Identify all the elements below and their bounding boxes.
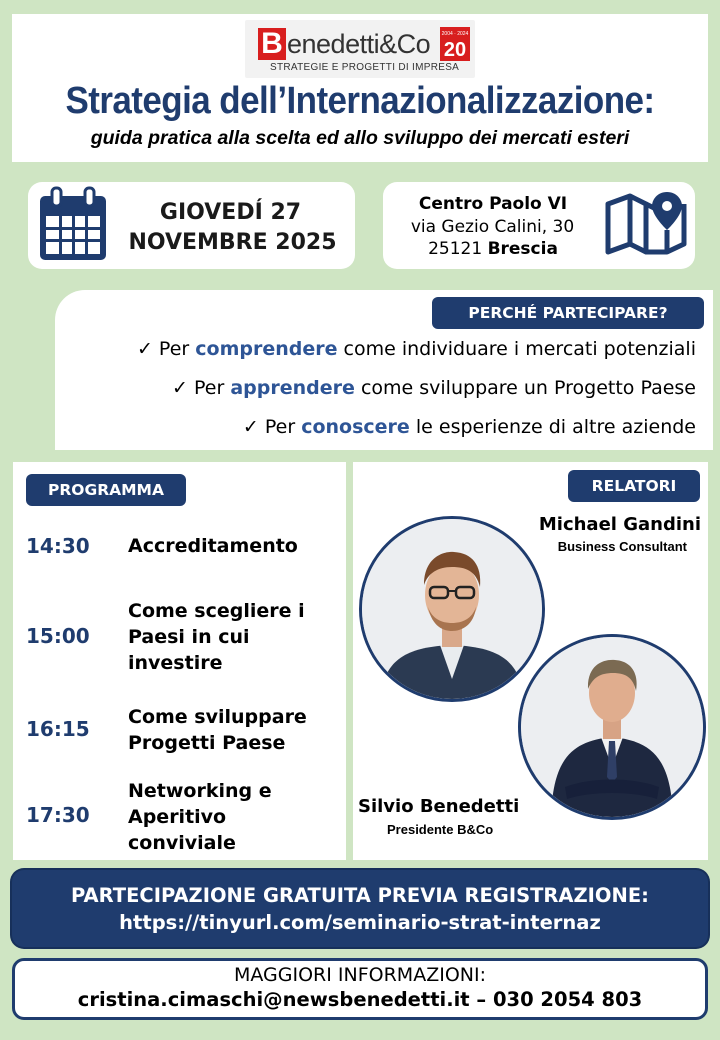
venue-name: Centro Paolo VI [418,194,568,214]
registration-link[interactable]: https://tinyurl.com/seminario-strat-internaz [119,911,601,934]
speaker-role: Business Consultant [557,539,687,554]
logo-letter: B [258,28,286,60]
anniversary-logo-icon [440,27,470,61]
page-subtitle: guida pratica alla scelta ed allo sviluppo dei mercati esteri [90,127,630,149]
speaker-name: Silvio Benedetti [358,796,520,817]
speaker-photo [359,516,545,702]
why-item: ✓ Per apprendere come sviluppare un Progetto Paese [172,377,696,399]
why-item: ✓ Per conoscere le esperienze di altre aziende [242,416,696,438]
program-time: 16:15 [26,717,90,741]
program-badge: PROGRAMMA [26,474,186,506]
venue-address: via Gezio Calini, 30 [410,217,575,237]
logo-anniversary-number: 20 [443,39,467,61]
logo-anniversary-years: 2004 · 2024 [441,31,469,37]
check-icon: ✓ [136,338,153,360]
venue-zip: 25121 [428,239,483,259]
registration-banner [12,870,708,947]
event-date-day: GIOVEDÍ 27 [159,200,302,225]
program-time: 15:00 [26,624,90,648]
speaker-photo [518,634,706,820]
program-time: 14:30 [26,534,90,558]
contact-details[interactable]: cristina.cimaschi@newsbenedetti.it – 030 2054 803 [77,988,643,1011]
logo-name: enedetti&Co [287,29,431,59]
person-portrait-icon [521,637,703,817]
why-item: ✓ Per comprendere come individuare i mercati potenziali [136,338,696,360]
check-icon: ✓ [172,377,188,399]
person-portrait-icon [362,519,542,699]
program-item: Come scegliere i Paesi in cui investire [128,600,305,674]
program-item: Networking e Aperitivo conviviale [128,780,272,854]
speaker-role: Presidente B&Co [387,822,494,837]
program-item: Come sviluppare Progetti Paese [128,706,307,754]
why-badge: PERCHÉ PARTECIPARE? [432,297,704,329]
speakers-badge: RELATORI [568,470,700,502]
speaker-name: Michael Gandini [538,514,701,535]
program-time: 17:30 [26,803,90,827]
map-pin-icon [605,190,687,258]
registration-heading: PARTECIPAZIONE GRATUITA PREVIA REGISTRAZIONE: [71,884,649,907]
event-date-month-year: NOVEMBRE 2025 [128,230,337,255]
logo-tagline: STRATEGIE E PROGETTI DI IMPRESA [270,62,460,73]
program-item: Accreditamento [128,535,298,557]
check-icon: ✓ [242,416,259,438]
venue-city: Brescia [487,239,558,259]
page-title: Strategia dell’Internazionalizzazione: [65,80,655,122]
venue-city-line [393,239,593,259]
info-label: MAGGIORI INFORMAZIONI: [234,964,486,986]
calendar-icon [38,186,108,262]
